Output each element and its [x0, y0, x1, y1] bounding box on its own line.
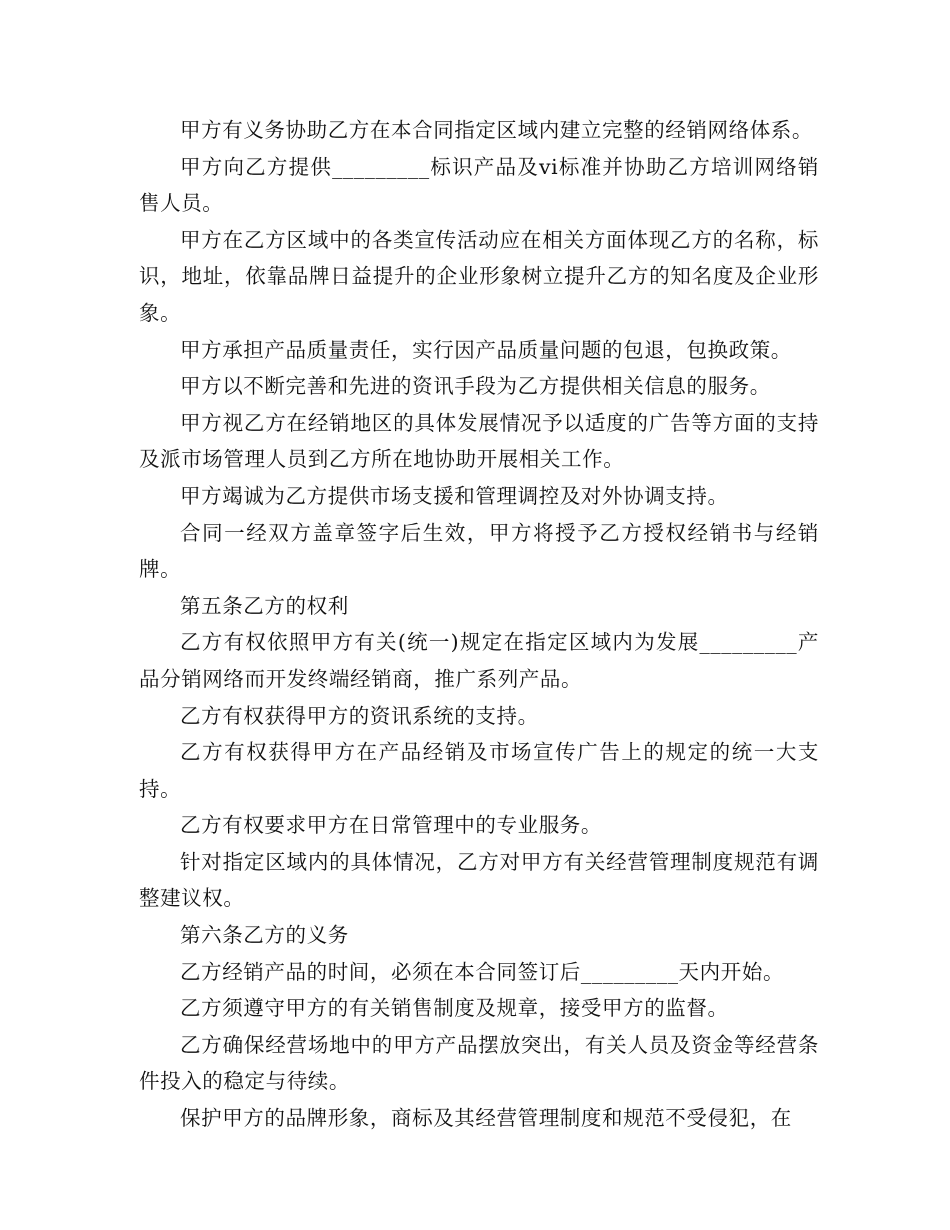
paragraph-system-support: 乙方有权获得甲方的资讯系统的支持。 — [180, 703, 539, 728]
section-heading-article-6: 第六条乙方的义务 — [180, 923, 349, 948]
paragraph-advertising-right: 乙方有权获得甲方在产品经销及市场宣传广告上的规定的统一大支持。 — [139, 740, 819, 801]
paragraph-obligation-network: 甲方有义务协助乙方在本合同指定区域内建立完整的经销网络体系。 — [180, 118, 813, 142]
paragraph-distribution-right: 乙方有权依照甲方有关(统一)规定在指定区域内为发展_________产品分销网络而开发终端经销商，推广系列产品。 — [139, 630, 819, 691]
paragraph-display-products: 乙方确保经营场地中的甲方产品摆放突出，有关人员及资金等经营条件投入的稳定与待续。 — [139, 1032, 819, 1094]
paragraph-comply-rules: 乙方须遵守甲方的有关销售制度及规章，接受甲方的监督。 — [180, 996, 729, 1021]
document-body — [139, 112, 819, 1137]
paragraph-contract-effect: 合同一经双方盖章签字后生效，甲方将授予乙方授权经销书与经销牌。 — [139, 520, 819, 582]
paragraph-start-time: 乙方经销产品的时间，必须在本合同签订后_________天内开始。 — [180, 959, 785, 984]
paragraph-advertising-support: 甲方视乙方在经销地区的具体发展情况予以适度的广告等方面的支持及派市场管理人员到乙方所在地协助开展相关工作。 — [139, 410, 819, 472]
paragraph-vi-standard: 甲方向乙方提供_________标识产品及vi标准并协助乙方培训网络销售人员。 — [139, 154, 819, 216]
paragraph-professional-service: 乙方有权要求甲方在日常管理中的专业服务。 — [180, 813, 602, 838]
paragraph-information-service: 甲方以不断完善和先进的资讯手段为乙方提供相关信息的服务。 — [180, 374, 771, 399]
paragraph-market-support: 甲方竭诚为乙方提供市场支援和管理调控及对外协调支持。 — [180, 483, 729, 508]
paragraph-quality-responsibility: 甲方承担产品质量责任，实行因产品质量问题的包退，包换政策。 — [180, 337, 792, 362]
paragraph-suggestion-right: 针对指定区域内的具体情况，乙方对甲方有关经营管理制度规范有调整建议权。 — [139, 849, 819, 911]
section-heading-article-5: 第五条乙方的权利 — [180, 593, 349, 618]
paragraph-promotion: 甲方在乙方区域中的各类宣传活动应在相关方面体现乙方的名称，标识，地址，依靠品牌日益提升的企业形象树立提升乙方的知名度及企业形象。 — [139, 227, 819, 325]
paragraph-protect-brand: 保护甲方的品牌形象，商标及其经营管理制度和规范不受侵犯，在 — [180, 1106, 792, 1131]
